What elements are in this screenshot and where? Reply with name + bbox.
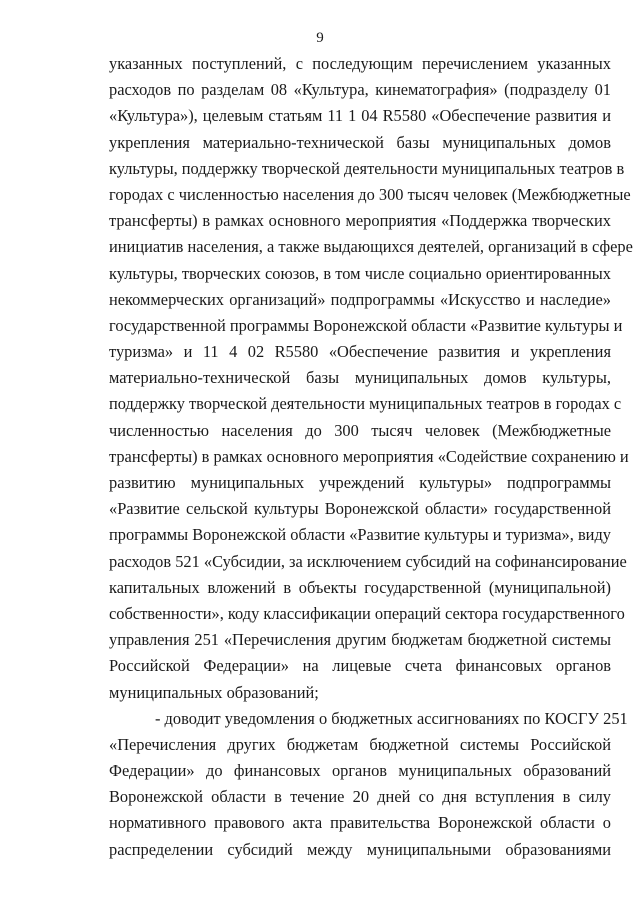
text-line: управления 251 «Перечисления другим бюджетам бюджетной системы [109, 630, 611, 650]
text-line: расходов по разделам 08 «Культура, кинематография» (подразделу 01 [109, 80, 611, 100]
text-line: трансферты) в рамках основного мероприятия «Поддержка творческих [109, 211, 611, 231]
text-line: программы Воронежской области «Развитие культуры и туризма», виду [109, 525, 611, 545]
text-line: туризма» и 11 4 02 R5580 «Обеспечение развития и укрепления [109, 342, 611, 362]
text-line: инициатив населения, а также выдающихся деятелей, организаций в сфере [109, 237, 633, 257]
text-line: некоммерческих организаций» подпрограммы «Искусство и наследие» [109, 289, 611, 309]
paragraph [109, 51, 633, 706]
text-line: - доводит уведомления о бюджетных ассигнованиях по КОСГУ 251 [155, 708, 628, 728]
text-line: Воронежской области в течение 20 дней со дня вступления в силу [109, 787, 611, 807]
text-line: Федерации» до финансовых органов муниципальных образований [109, 761, 611, 781]
document-body [109, 51, 633, 863]
text-line: культуры, творческих союзов, в том числе социально ориентированных [109, 263, 611, 283]
text-line: капитальных вложений в объекты государственной (муниципальной) [109, 577, 611, 597]
text-line: распределении субсидий между муниципальными образованиями [109, 839, 611, 859]
text-line: укрепления материально-технической базы муниципальных домов [109, 132, 611, 152]
text-line: поддержку творческой деятельности муниципальных театров в городах с [109, 394, 622, 414]
page-number: 9 [316, 30, 324, 46]
text-line: «Перечисления других бюджетам бюджетной системы Российской [109, 734, 611, 754]
text-line: собственности», коду классификации операций сектора государственного [109, 603, 625, 623]
text-line: развитию муниципальных учреждений культуры» подпрограммы [109, 473, 611, 492]
text-line: городах с численностью населения до 300 тысяч человек (Межбюджетные [109, 184, 631, 204]
text-line: Российской Федерации» на лицевые счета финансовых органов [109, 656, 611, 676]
text-line: материально-технической базы муниципальных домов культуры, [109, 368, 611, 388]
text-line: государственной программы Воронежской области «Развитие культуры и [109, 315, 623, 335]
text-line: «Культура»), целевым статьям 11 1 04 R5580 «Обеспечение развития и [109, 106, 611, 126]
text-line: расходов 521 «Субсидии, за исключением субсидий на софинансирование [109, 551, 627, 571]
text-line: нормативного правового акта правительства Воронежской области о [109, 813, 611, 833]
text-line: трансферты) в рамках основного мероприятия «Содействие сохранению и [109, 446, 629, 466]
text-line: указанных поступлений, с последующим перечислением указанных [109, 54, 611, 73]
text-line: «Развитие сельской культуры Воронежской области» государственной [109, 499, 611, 519]
text-line: муниципальных образований; [109, 682, 319, 702]
text-line: культуры, поддержку творческой деятельности муниципальных театров в [109, 158, 625, 178]
paragraph [109, 706, 628, 863]
text-line: численностью населения до 300 тысяч человек (Межбюджетные [109, 420, 611, 440]
